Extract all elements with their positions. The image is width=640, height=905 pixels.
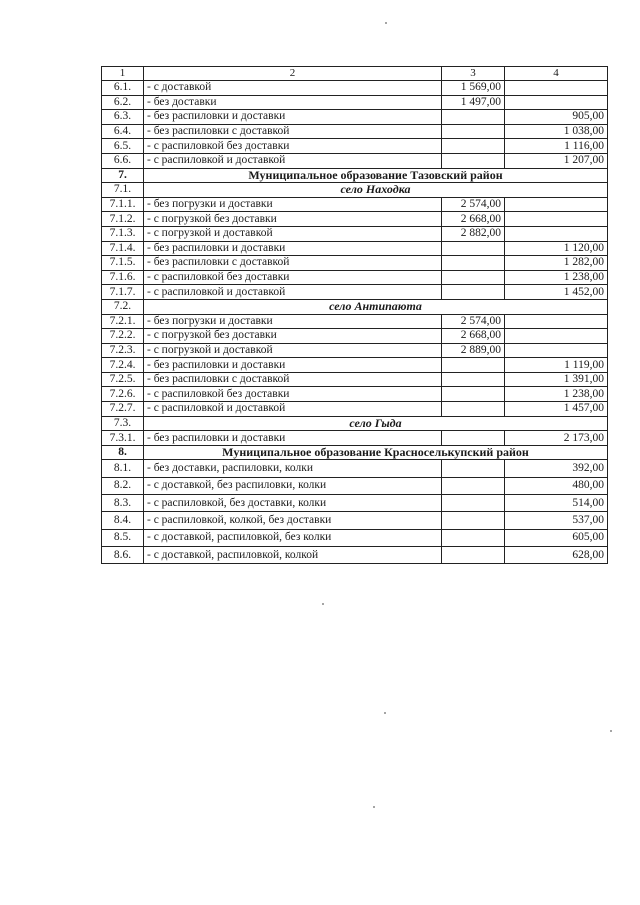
price-column-4 [505,197,608,212]
item-number: 7.1.3. [102,226,144,241]
section-number: 7. [102,168,144,183]
price-column-4: 1 207,00 [505,153,608,168]
table-row [102,124,608,139]
item-number: 7.1.5. [102,256,144,271]
table-row [102,270,608,285]
item-description: - с погрузкой и доставкой [144,226,442,241]
price-column-3 [442,139,505,154]
item-description: - без погрузки и доставки [144,314,442,329]
column-number-4: 4 [505,67,608,81]
price-column-3 [442,460,505,477]
price-column-4: 1 238,00 [505,270,608,285]
price-column-4: 1 038,00 [505,124,608,139]
price-column-4: 392,00 [505,460,608,477]
item-number: 6.6. [102,153,144,168]
price-column-4: 480,00 [505,477,608,494]
price-column-3 [442,256,505,271]
item-number: 8.4. [102,512,144,529]
price-column-3: 2 668,00 [442,329,505,344]
scan-speck [385,22,387,24]
item-number: 7.1.4. [102,241,144,256]
price-column-3: 2 574,00 [442,314,505,329]
price-column-4: 1 391,00 [505,372,608,387]
table-row [102,314,608,329]
item-description: - без распиловки и доставки [144,358,442,373]
table-row [102,226,608,241]
item-number: 6.5. [102,139,144,154]
price-column-3 [442,270,505,285]
price-column-4: 2 173,00 [505,431,608,446]
scan-speck [373,806,375,808]
item-number: 6.1. [102,81,144,96]
price-column-4: 628,00 [505,546,608,563]
price-column-4: 1 119,00 [505,358,608,373]
item-description: - с погрузкой без доставки [144,329,442,344]
price-column-3: 2 668,00 [442,212,505,227]
item-number: 8.3. [102,495,144,512]
price-column-4: 1 238,00 [505,387,608,402]
table-row [102,387,608,402]
item-description: - с доставкой, без распиловки, колки [144,477,442,494]
settlement-row [102,416,608,431]
settlement-title: село Находка [144,183,608,198]
price-column-3 [442,431,505,446]
table-row [102,343,608,358]
price-column-4: 1 282,00 [505,256,608,271]
price-column-3: 1 569,00 [442,81,505,96]
item-description: - с распиловкой и доставкой [144,285,442,300]
table-row [102,546,608,563]
price-column-3 [442,529,505,546]
price-column-3: 2 889,00 [442,343,505,358]
price-column-4: 1 120,00 [505,241,608,256]
price-column-3 [442,110,505,125]
price-column-3 [442,477,505,494]
price-column-4: 905,00 [505,110,608,125]
municipality-row [102,445,608,460]
item-number: 7.1.7. [102,285,144,300]
section-number: 7.3. [102,416,144,431]
item-number: 7.1.1. [102,197,144,212]
item-number: 7.2.4. [102,358,144,373]
price-column-3 [442,512,505,529]
item-description: - с доставкой [144,81,442,96]
price-column-3 [442,546,505,563]
item-description: - без погрузки и доставки [144,197,442,212]
item-description: - с распиловкой, без доставки, колки [144,495,442,512]
item-description: - без доставки, распиловки, колки [144,460,442,477]
item-number: 8.2. [102,477,144,494]
table-row [102,197,608,212]
column-number-3: 3 [442,67,505,81]
table-row [102,477,608,494]
item-number: 6.2. [102,95,144,110]
price-column-4 [505,314,608,329]
scan-speck [610,730,612,732]
item-description: - с распиловкой без доставки [144,387,442,402]
table-row [102,372,608,387]
table-row [102,212,608,227]
scan-speck [322,603,324,605]
item-description: - без распиловки с доставкой [144,256,442,271]
price-column-3 [442,387,505,402]
item-description: - без распиловки и доставки [144,110,442,125]
price-column-3 [442,495,505,512]
item-number: 7.3.1. [102,431,144,446]
item-description: - без распиловки с доставкой [144,124,442,139]
table-row [102,81,608,96]
table-row [102,256,608,271]
item-number: 7.2.5. [102,372,144,387]
column-number-header [102,67,608,81]
item-description: - с погрузкой без доставки [144,212,442,227]
item-number: 7.2.3. [102,343,144,358]
price-column-3 [442,358,505,373]
price-column-4 [505,343,608,358]
price-column-4 [505,81,608,96]
price-column-4: 1 116,00 [505,139,608,154]
price-column-4: 605,00 [505,529,608,546]
table-row [102,402,608,417]
settlement-row [102,299,608,314]
item-number: 8.1. [102,460,144,477]
price-column-3 [442,402,505,417]
municipality-title: Муниципальное образование Тазовский район [144,168,608,183]
item-description: - с распиловкой без доставки [144,139,442,154]
item-description: - с распиловкой и доставкой [144,402,442,417]
tariff-table-body [102,67,608,564]
item-description: - без распиловки и доставки [144,431,442,446]
table-row [102,241,608,256]
price-column-4 [505,95,608,110]
table-row [102,139,608,154]
item-number: 7.1.6. [102,270,144,285]
price-column-4: 514,00 [505,495,608,512]
price-column-4 [505,226,608,241]
table-row [102,153,608,168]
item-number: 7.2.7. [102,402,144,417]
item-number: 7.1.2. [102,212,144,227]
settlement-row [102,183,608,198]
settlement-title: село Антипаюта [144,299,608,314]
item-description: - без распиловки и доставки [144,241,442,256]
table-row [102,358,608,373]
item-description: - с распиловкой без доставки [144,270,442,285]
price-column-3 [442,124,505,139]
item-description: - с погрузкой и доставкой [144,343,442,358]
price-column-3 [442,241,505,256]
price-column-4: 1 452,00 [505,285,608,300]
item-number: 8.5. [102,529,144,546]
settlement-title: село Гыда [144,416,608,431]
column-number-2: 2 [144,67,442,81]
item-number: 7.2.6. [102,387,144,402]
section-number: 7.2. [102,299,144,314]
item-description: - без доставки [144,95,442,110]
price-column-3 [442,285,505,300]
section-number: 7.1. [102,183,144,198]
table-row [102,110,608,125]
item-number: 8.6. [102,546,144,563]
price-column-4: 537,00 [505,512,608,529]
tariff-table [101,66,608,564]
table-row [102,285,608,300]
price-column-4 [505,329,608,344]
table-row [102,431,608,446]
section-number: 8. [102,445,144,460]
item-number: 6.3. [102,110,144,125]
table-row [102,95,608,110]
table-row [102,495,608,512]
municipality-title: Муниципальное образование Красноселькупский район [144,445,608,460]
price-column-3 [442,372,505,387]
item-description: - без распиловки с доставкой [144,372,442,387]
item-number: 7.2.2. [102,329,144,344]
table-row [102,329,608,344]
table-row [102,460,608,477]
table-row [102,529,608,546]
municipality-row [102,168,608,183]
price-column-4: 1 457,00 [505,402,608,417]
price-column-3: 1 497,00 [442,95,505,110]
item-number: 7.2.1. [102,314,144,329]
scan-speck [384,712,386,714]
price-column-4 [505,212,608,227]
item-description: - с распиловкой и доставкой [144,153,442,168]
item-description: - с распиловкой, колкой, без доставки [144,512,442,529]
price-column-3: 2 574,00 [442,197,505,212]
price-column-3 [442,153,505,168]
table-row [102,512,608,529]
price-column-3: 2 882,00 [442,226,505,241]
item-description: - с доставкой, распиловкой, колкой [144,546,442,563]
column-number-1: 1 [102,67,144,81]
item-number: 6.4. [102,124,144,139]
item-description: - с доставкой, распиловкой, без колки [144,529,442,546]
